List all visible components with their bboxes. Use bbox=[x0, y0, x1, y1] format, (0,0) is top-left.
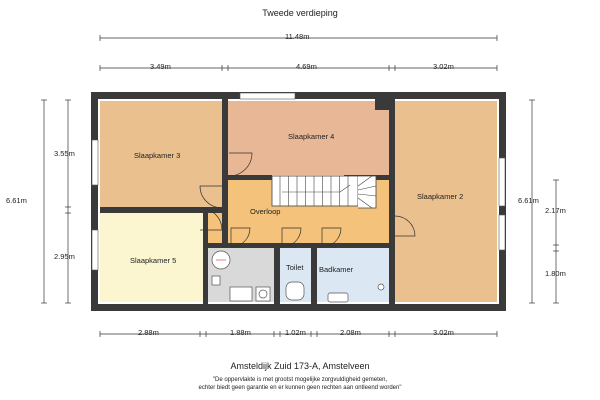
left-lower-dim: 2.95m bbox=[54, 252, 75, 261]
floor-title: Tweede verdieping bbox=[262, 8, 338, 18]
disclaimer-line-1: "De oppervlakte is met grootst mogelijke zorgvuldigheid gemeten, bbox=[212, 377, 388, 383]
staircase bbox=[272, 176, 376, 208]
label-slaapkamer-4: Slaapkamer 4 bbox=[288, 132, 335, 141]
top-dim-2: 4.69m bbox=[296, 62, 317, 71]
room-badkamer bbox=[317, 248, 389, 302]
bottom-dim-4: 2.08m bbox=[340, 328, 361, 337]
label-overloop: Overloop bbox=[250, 207, 281, 216]
room-slaapkamer-2 bbox=[395, 101, 497, 302]
label-toilet: Toilet bbox=[286, 263, 304, 272]
label-slaapkamer-3: Slaapkamer 3 bbox=[134, 151, 181, 160]
label-badkamer: Badkamer bbox=[319, 265, 354, 274]
top-dim-3: 3.02m bbox=[433, 62, 454, 71]
label-slaapkamer-2: Slaapkamer 2 bbox=[417, 192, 464, 201]
right-upper-dim: 2.17m bbox=[545, 206, 566, 215]
right-lower-dim: 1.80m bbox=[545, 269, 566, 278]
right-total-dim: 6.61m bbox=[518, 196, 539, 205]
disclaimer-line-2: echter biedt geen garantie en er kunnen geen rechten aan ontleend worden" bbox=[198, 385, 402, 391]
left-total-dim: 6.61m bbox=[6, 196, 27, 205]
left-upper-dim: 3.55m bbox=[54, 149, 75, 158]
bottom-dim-1: 2.88m bbox=[138, 328, 159, 337]
bottom-dim-2: 1.88m bbox=[230, 328, 251, 337]
bottom-dim-3: 1.02m bbox=[285, 328, 306, 337]
top-dim-1: 3.49m bbox=[150, 62, 171, 71]
overall-width-label: 11.48m bbox=[285, 32, 310, 41]
address: Amsteldijk Zuid 173-A, Amstelveen bbox=[230, 361, 370, 371]
bottom-dim-5: 3.02m bbox=[433, 328, 454, 337]
label-slaapkamer-5: Slaapkamer 5 bbox=[130, 256, 177, 265]
room-slaapkamer-4-alcove bbox=[375, 110, 389, 175]
